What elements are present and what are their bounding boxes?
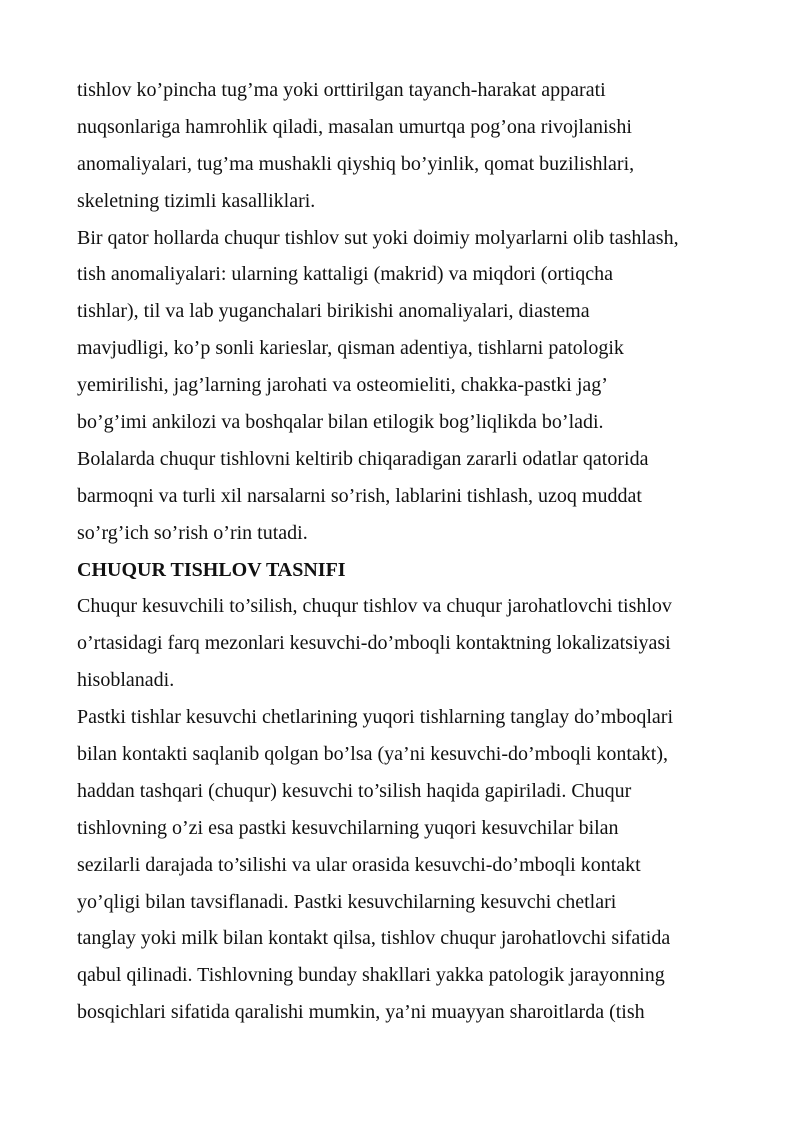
page-text bbox=[77, 72, 737, 1031]
text-line: sezilarli darajada to’silishi va ular orasida kesuvchi-do’mboqli kontakt bbox=[77, 853, 641, 876]
text-line: haddan tashqari (chuqur) kesuvchi to’silish haqida gapiriladi. Chuqur bbox=[77, 779, 632, 802]
text-line: mavjudligi, ko’p sonli karieslar, qisman adentiya, tishlarni patologik bbox=[77, 337, 624, 360]
text-line: tishlar), til va lab yuganchalari birikishi anomaliyalari, diastema bbox=[77, 300, 590, 323]
text-line: bo’g’imi ankilozi va boshqalar bilan etilogik bog’liqlikda bo’ladi. bbox=[77, 411, 604, 434]
text-line: qabul qilinadi. Tishlovning bunday shakllari yakka patologik jarayonning bbox=[77, 964, 665, 987]
text-line: bosqichlari sifatida qaralishi mumkin, ya’ni muayyan sharoitlarda (tish bbox=[77, 1001, 645, 1024]
text-line: so’rg’ich so’rish o’rin tutadi. bbox=[77, 521, 308, 544]
text-line: yemirilishi, jag’larning jarohati va osteomieliti, chakka-pastki jag’ bbox=[77, 374, 608, 397]
text-line: barmoqni va turli xil narsalarni so’rish, lablarini tishlash, uzoq muddat bbox=[77, 484, 642, 507]
text-line: tanglay yoki milk bilan kontakt qilsa, tishlov chuqur jarohatlovchi sifatida bbox=[77, 927, 671, 950]
text-line: skeletning tizimli kasalliklari. bbox=[77, 189, 316, 212]
text-line: anomaliyalari, tug’ma mushakli qiyshiq bo’yinlik, qomat buzilishlari, bbox=[77, 152, 635, 175]
text-line: bilan kontakti saqlanib qolgan bo’lsa (ya’ni kesuvchi-do’mboqli kontakt), bbox=[77, 743, 668, 766]
text-line: Bir qator hollarda chuqur tishlov sut yoki doimiy molyarlarni olib tashlash, bbox=[77, 226, 679, 249]
text-line: hisoblanadi. bbox=[77, 669, 175, 692]
text-line: nuqsonlariga hamrohlik qiladi, masalan umurtqa pog’ona rivojlanishi bbox=[77, 115, 632, 138]
text-line: Bolalarda chuqur tishlovni keltirib chiqaradigan zararli odatlar qatorida bbox=[77, 447, 649, 470]
text-line: yo’qligi bilan tavsiflanadi. Pastki kesuvchilarning kesuvchi chetlari bbox=[77, 890, 617, 913]
text-line: tishlovning o’zi esa pastki kesuvchilarning yuqori kesuvchilar bilan bbox=[77, 816, 619, 839]
text-line: Pastki tishlar kesuvchi chetlarining yuqori tishlarning tanglay do’mboqlari bbox=[77, 706, 673, 729]
section-heading: CHUQUR TISHLOV TASNIFI bbox=[77, 558, 346, 581]
text-line: tish anomaliyalari: ularning kattaligi (makrid) va miqdori (ortiqcha bbox=[77, 263, 613, 286]
text-line: o’rtasidagi farq mezonlari kesuvchi-do’mboqli kontaktning lokalizatsiyasi bbox=[77, 632, 671, 655]
text-line: Chuqur kesuvchili to’silish, chuqur tishlov va chuqur jarohatlovchi tishlov bbox=[77, 595, 672, 618]
text-line: tishlov ko’pincha tug’ma yoki orttirilgan tayanch-harakat apparati bbox=[77, 79, 606, 101]
